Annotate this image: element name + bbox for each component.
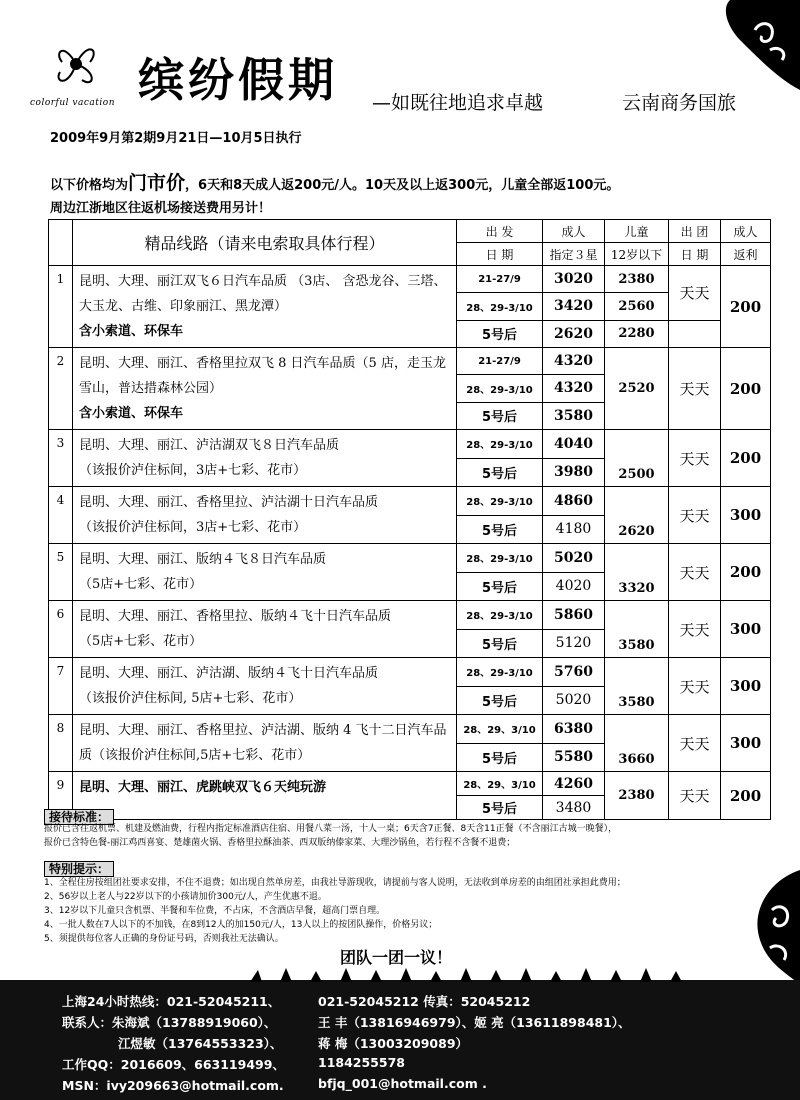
adult-price: 3480 bbox=[543, 796, 605, 820]
header-team: 出 团 bbox=[669, 220, 721, 243]
row-number: 1 bbox=[49, 266, 73, 348]
depart-date: 5号后 bbox=[457, 796, 543, 820]
route-description bbox=[73, 348, 457, 430]
team-schedule: 天天 bbox=[669, 544, 721, 601]
standards-line: 报价已含往返机票、机建及燃油费，行程内指定标准酒店住宿、用餐八菜一汤，十人一桌；6天含7正餐、8天含11正餐（不含丽江古城一晚餐）， bbox=[44, 824, 618, 834]
route-price-table bbox=[48, 219, 771, 820]
depart-date: 28、29-3/10 bbox=[457, 658, 543, 687]
team-schedule: 天天 bbox=[669, 266, 721, 321]
depart-date: 28、29-3/10 bbox=[457, 487, 543, 516]
route-line: （5店+七彩、花市） bbox=[79, 634, 203, 649]
contact-person: 蒋 梅（13003209089） bbox=[318, 1036, 469, 1051]
adult-price: 6380 bbox=[543, 715, 605, 744]
tips-section bbox=[44, 858, 114, 877]
child-price: 2520 bbox=[605, 348, 669, 430]
hotline-fax: 021-52045212 传真：52045212 bbox=[318, 994, 531, 1009]
header-depart-sub: 日 期 bbox=[457, 243, 543, 266]
depart-date: 21-27/9 bbox=[457, 348, 543, 375]
table-row bbox=[49, 601, 771, 630]
adult-price: 3980 bbox=[543, 458, 605, 487]
table-row bbox=[49, 348, 771, 375]
tip-item: 5、须提供每位客人正确的身份证号码，否则我社无法确认。 bbox=[44, 934, 284, 944]
contact-person: 王 丰（13816946979）、姬 亮（13611898481）、 bbox=[318, 1015, 631, 1030]
table-row bbox=[49, 266, 771, 293]
team-schedule: 天天 bbox=[669, 430, 721, 487]
adult-price: 3420 bbox=[543, 293, 605, 320]
notice-emphasis: 门市价 bbox=[128, 172, 186, 194]
contact-person: 联系人：朱海斌（13788919060）、 bbox=[62, 1015, 277, 1030]
child-price: 2500 bbox=[605, 430, 669, 487]
depart-date: 5号后 bbox=[457, 320, 543, 347]
route-line: 昆明、大理、丽江、香格里拉双飞 8 日汽车品质（5 店，走玉龙 bbox=[79, 356, 446, 371]
page-title: 缤纷假期 bbox=[138, 53, 338, 107]
route-line: 昆明、大理、丽江、泸沽湖双飞８日汽车品质 bbox=[79, 438, 340, 453]
adult-price: 4180 bbox=[543, 515, 605, 544]
depart-date: 5号后 bbox=[457, 686, 543, 715]
team-schedule: 天天 bbox=[669, 715, 721, 772]
tip-item: 3、12岁以下儿童只含机票、半餐和车位费，不占床，不含酒店早餐，超高门票自理。 bbox=[44, 906, 386, 916]
adult-price: 4260 bbox=[543, 772, 605, 796]
row-number: 7 bbox=[49, 658, 73, 715]
msn: MSN：ivy209663@hotmail.com. bbox=[62, 1078, 284, 1093]
slogan: —如既往地追求卓越 bbox=[372, 92, 544, 114]
depart-date: 28、29-3/10 bbox=[457, 293, 543, 320]
row-number: 8 bbox=[49, 715, 73, 772]
adult-price: 4320 bbox=[543, 375, 605, 402]
tip-item: 2、56岁以上老人与22岁以下的小孩请加价300元/人，产生优惠不退。 bbox=[44, 892, 327, 902]
adult-price: 5020 bbox=[543, 544, 605, 573]
route-extra bbox=[79, 401, 450, 426]
route-line: 昆明、大理、丽江、版纳４飞８日汽车品质 bbox=[79, 552, 327, 567]
work-qq: 工作QQ：2016609、663119499、 bbox=[62, 1057, 285, 1072]
row-number: 9 bbox=[49, 772, 73, 820]
tips-label: 特别提示： bbox=[44, 861, 114, 877]
depart-date: 28、29、3/10 bbox=[457, 715, 543, 744]
depart-date: 5号后 bbox=[457, 743, 543, 772]
route-description bbox=[73, 544, 457, 601]
table-row bbox=[49, 658, 771, 687]
msn: bfjq_001@hotmail.com . bbox=[318, 1076, 487, 1091]
route-description bbox=[73, 715, 457, 772]
header-route: 精品线路（请来电索取具体行程） bbox=[73, 220, 457, 266]
route-line: 昆明、大理、丽江双飞６日汽车品质 （3店、 含恐龙谷、三塔、 bbox=[79, 274, 447, 289]
adult-price: 5120 bbox=[543, 629, 605, 658]
route-description bbox=[73, 658, 457, 715]
standards-line: 报价已含特色餐-丽江鸡西喜宴、楚雄菌火锅、香格里拉酥油茶、西双版纳傣家菜、大理沙锅鱼，若行程不含餐不退费； bbox=[44, 838, 516, 848]
child-price: 3580 bbox=[605, 658, 669, 715]
route-line: （该报价泸住标间，3店+七彩、花市） bbox=[79, 463, 307, 478]
depart-date: 5号后 bbox=[457, 458, 543, 487]
logo-flower-icon bbox=[44, 32, 108, 96]
tip-item: 1、全程住房按组团社要求安排，不住不退费；如出现自然单房差，由我社导游现收，请提前与客人说明，无法收到单房差的由组团社承担此费用； bbox=[44, 878, 626, 888]
notice-prefix: 以下价格均为 bbox=[50, 178, 129, 193]
adult-price: 5760 bbox=[543, 658, 605, 687]
notice-suffix: ，6天和8天成人返200元/人。10天及以上返300元，儿童全部返100元。 bbox=[185, 178, 620, 193]
route-line: 质（该报价泸住标间,5店+七彩、花市） bbox=[79, 748, 311, 763]
route-line: 昆明、大理、丽江、泸沽湖、版纳４飞十日汽车品质 bbox=[79, 666, 379, 681]
adult-price: 3020 bbox=[543, 266, 605, 293]
depart-date: 21-27/9 bbox=[457, 266, 543, 293]
adult-price: 4860 bbox=[543, 487, 605, 516]
adult-rebate: 300 bbox=[721, 601, 771, 658]
depart-date: 28、29、3/10 bbox=[457, 772, 543, 796]
adult-rebate: 200 bbox=[721, 772, 771, 820]
adult-price: 5580 bbox=[543, 743, 605, 772]
route-description bbox=[73, 772, 457, 820]
depart-date: 28、29-3/10 bbox=[457, 544, 543, 573]
depart-date: 5号后 bbox=[457, 402, 543, 429]
agency-name: 云南商务国旅 bbox=[622, 92, 737, 114]
route-line: 大玉龙、古维、印象丽江、黑龙潭） bbox=[79, 299, 288, 314]
team-schedule: 天天 bbox=[669, 658, 721, 715]
table-row bbox=[49, 715, 771, 744]
header-child: 儿童 bbox=[605, 220, 669, 243]
route-extra bbox=[79, 319, 450, 344]
row-number: 4 bbox=[49, 487, 73, 544]
team-schedule: 天天 bbox=[669, 601, 721, 658]
tip-item: 4、一批人数在7人以下的不加钱，在8到12人的加150元/人，13人以上的按团队操作，价格另议； bbox=[44, 920, 438, 930]
child-price: 2280 bbox=[605, 320, 669, 347]
route-description bbox=[73, 487, 457, 544]
route-line: 昆明、大理、丽江、香格里拉、版纳４飞十日汽车品质 bbox=[79, 609, 392, 624]
depart-date: 5号后 bbox=[457, 629, 543, 658]
decorative-border-icon bbox=[250, 968, 700, 982]
team-schedule: 天天 bbox=[669, 348, 721, 430]
depart-date: 28、29-3/10 bbox=[457, 375, 543, 402]
adult-price: 5020 bbox=[543, 686, 605, 715]
team-schedule: 天天 bbox=[669, 487, 721, 544]
adult-rebate: 300 bbox=[721, 715, 771, 772]
header-depart: 出 发 bbox=[457, 220, 543, 243]
logo-text: colorful vacation bbox=[30, 98, 115, 108]
route-line: （该报价泸住标间, 5店+七彩、花市） bbox=[79, 691, 302, 706]
corner-ornament-icon bbox=[700, 0, 800, 90]
adult-price: 4020 bbox=[543, 572, 605, 601]
route-description bbox=[73, 266, 457, 348]
depart-date: 28、29-3/10 bbox=[457, 430, 543, 459]
validity-period: 2009年9月第2期9月21日—10月5日执行 bbox=[50, 131, 302, 146]
route-description bbox=[73, 601, 457, 658]
adult-rebate: 300 bbox=[721, 487, 771, 544]
child-price: 3580 bbox=[605, 601, 669, 658]
adult-rebate: 200 bbox=[721, 430, 771, 487]
child-price: 2380 bbox=[605, 266, 669, 293]
route-extra-text: 含小索道、环保车 bbox=[79, 406, 184, 421]
adult-price: 3580 bbox=[543, 402, 605, 429]
table-row bbox=[49, 487, 771, 516]
adult-price: 2620 bbox=[543, 320, 605, 347]
child-price: 2620 bbox=[605, 487, 669, 544]
row-number: 5 bbox=[49, 544, 73, 601]
adult-rebate: 200 bbox=[721, 544, 771, 601]
team-schedule: 天天 bbox=[669, 772, 721, 820]
depart-date: 5号后 bbox=[457, 572, 543, 601]
header-no bbox=[49, 220, 73, 266]
child-price: 3660 bbox=[605, 715, 669, 772]
hotline: 上海24小时热线：021-52045211、 bbox=[62, 994, 281, 1009]
row-number: 6 bbox=[49, 601, 73, 658]
team-offer: 团队一团一议！ bbox=[340, 948, 453, 967]
corner-ornament-icon bbox=[700, 870, 800, 985]
child-price: 2560 bbox=[605, 293, 669, 320]
header-child-sub: 12岁以下 bbox=[605, 243, 669, 266]
route-line: 雪山，普达措森林公园） bbox=[79, 381, 223, 396]
standards-label: 接待标准： bbox=[44, 809, 114, 825]
depart-date: 28、29-3/10 bbox=[457, 601, 543, 630]
route-line: （5店+七彩、花市） bbox=[79, 577, 203, 592]
route-line bbox=[79, 775, 450, 800]
adult-rebate: 200 bbox=[721, 266, 771, 348]
adult-rebate: 200 bbox=[721, 348, 771, 430]
route-description bbox=[73, 430, 457, 487]
header-rebate: 成人 bbox=[721, 220, 771, 243]
depart-date: 5号后 bbox=[457, 515, 543, 544]
table-row bbox=[49, 430, 771, 459]
header-adult: 成人 bbox=[543, 220, 605, 243]
route-line: 昆明、大理、丽江、香格里拉、泸沽湖、版纳 4 飞十二日汽车品 bbox=[79, 723, 447, 738]
adult-price: 4320 bbox=[543, 348, 605, 375]
table-row bbox=[49, 772, 771, 796]
work-qq: 1184255578 bbox=[318, 1055, 405, 1070]
row-number: 3 bbox=[49, 430, 73, 487]
table-row bbox=[49, 544, 771, 573]
route-extra-text: 含小索道、环保车 bbox=[79, 324, 184, 339]
header-rebate-sub: 返利 bbox=[721, 243, 771, 266]
header-adult-sub: 指定３星 bbox=[543, 243, 605, 266]
row-number: 2 bbox=[49, 348, 73, 430]
route-line-text: 昆明、大理、丽江、虎跳峡双飞６天纯玩游 bbox=[79, 780, 327, 795]
child-price: 3320 bbox=[605, 544, 669, 601]
route-line: 昆明、大理、丽江、香格里拉、泸沽湖十日汽车品质 bbox=[79, 495, 379, 510]
route-line: （该报价泸住标间，3店+七彩、花市） bbox=[79, 520, 307, 535]
contact-person: 江煜敏（13764553323）、 bbox=[118, 1036, 283, 1051]
child-price: 2380 bbox=[605, 772, 669, 820]
empty-cell bbox=[669, 320, 721, 347]
header-team-sub: 日 期 bbox=[669, 243, 721, 266]
adult-rebate: 300 bbox=[721, 658, 771, 715]
transfer-notice: 周边江浙地区往返机场接送费用另计！ bbox=[50, 201, 272, 216]
adult-price: 4040 bbox=[543, 430, 605, 459]
price-notice bbox=[50, 168, 619, 195]
adult-price: 5860 bbox=[543, 601, 605, 630]
